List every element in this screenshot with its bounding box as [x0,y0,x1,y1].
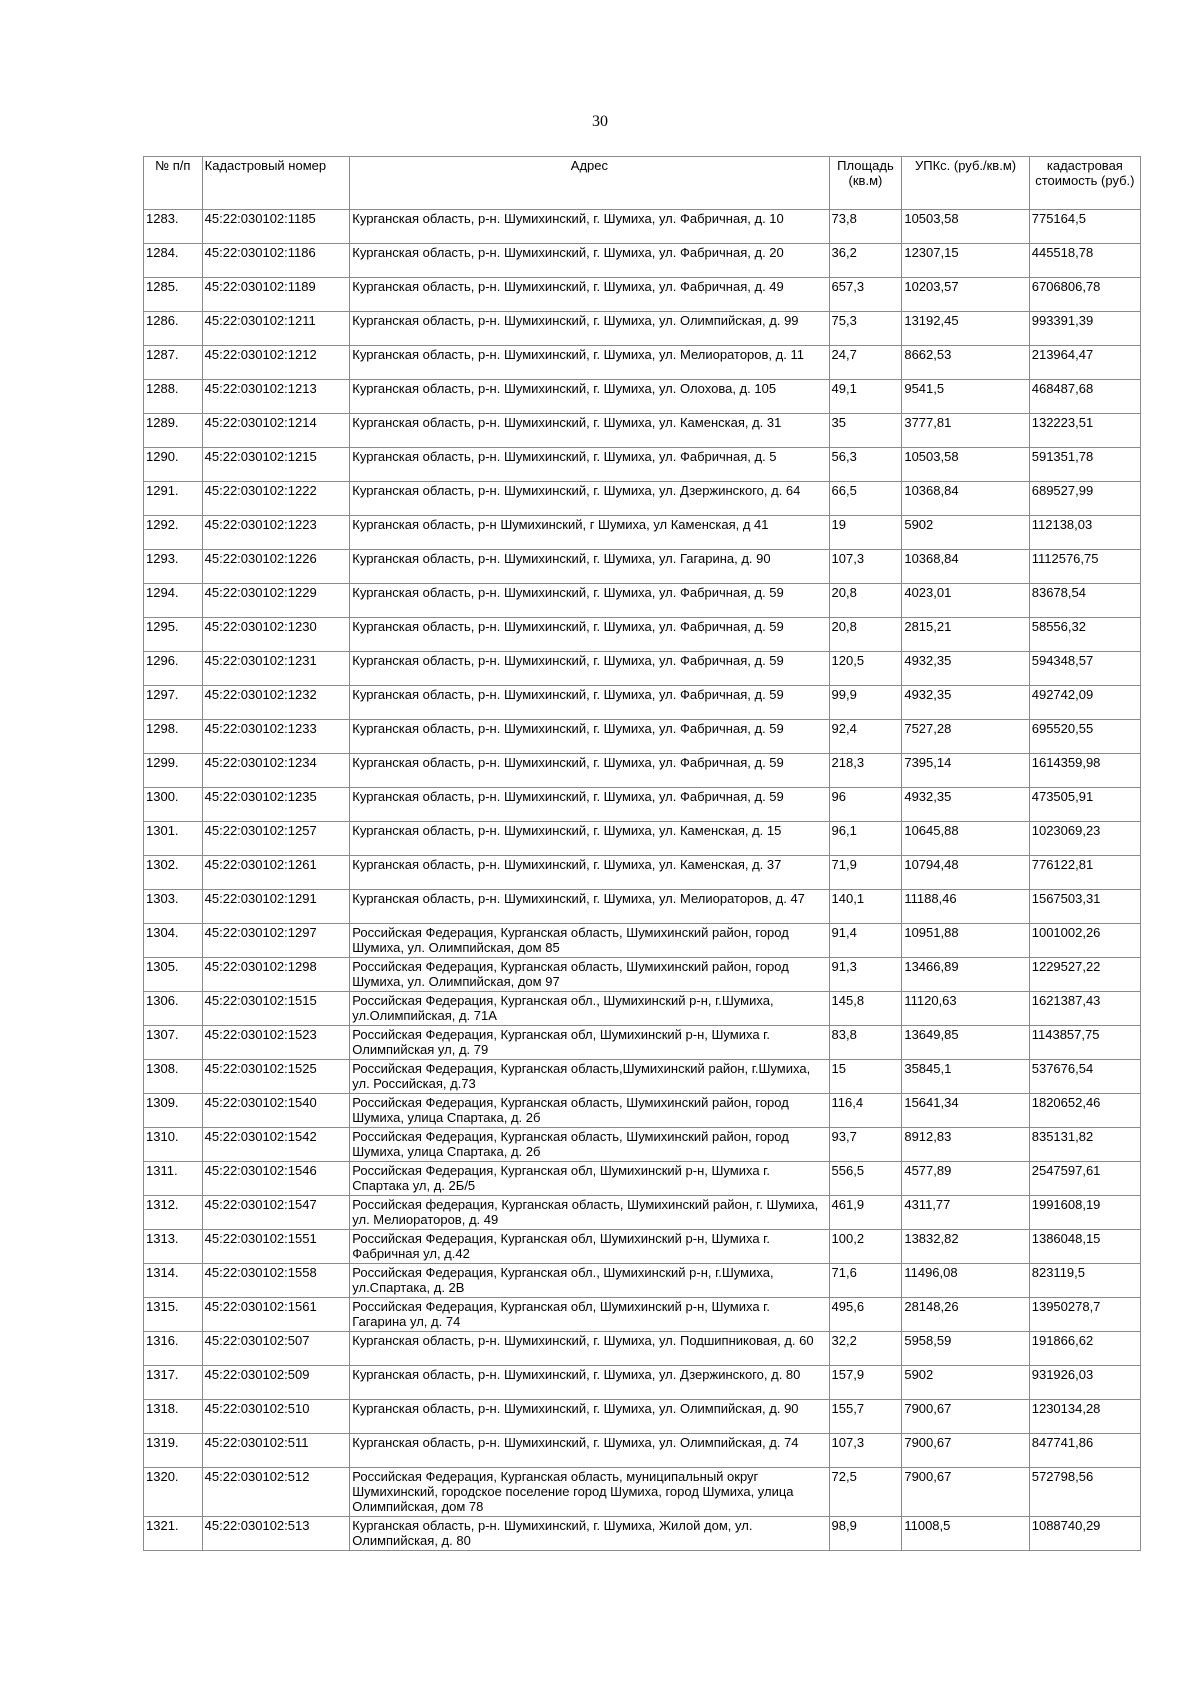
cadastral-cost-cell: 1614359,98 [1029,754,1140,788]
cadastral-number-cell: 45:22:030102:1523 [202,1026,350,1060]
table-row [144,414,1141,448]
cadastral-number-cell: 45:22:030102:511 [202,1434,350,1468]
area-cell: 32,2 [829,1332,902,1366]
page-number: 30 [592,113,608,130]
cadastral-cost-cell: 1023069,23 [1029,822,1140,856]
cadastral-cost-cell: 468487,68 [1029,380,1140,414]
upks-cell: 8912,83 [902,1128,1029,1162]
upks-cell: 10503,58 [902,210,1029,244]
area-cell: 140,1 [829,890,902,924]
row-number-cell: 1307. [144,1026,203,1060]
cadastral-cost-cell: 572798,56 [1029,1468,1140,1517]
header-cadastral-cost: кадастровая стоимость (руб.) [1029,157,1140,210]
row-number-cell: 1287. [144,346,203,380]
header-upks: УПКс. (руб./кв.м) [902,157,1029,210]
address-cell: Российская Федерация, Курганская обл, Шумихинский р-н, Шумиха г. Гагарина ул, д. 74 [350,1298,829,1332]
upks-cell: 10951,88 [902,924,1029,958]
cadastral-cost-cell: 847741,86 [1029,1434,1140,1468]
table-row [144,516,1141,550]
area-cell: 116,4 [829,1094,902,1128]
table-row [144,1332,1141,1366]
table-row [144,890,1141,924]
upks-cell: 5902 [902,1366,1029,1400]
cadastral-cost-cell: 775164,5 [1029,210,1140,244]
address-cell: Российская Федерация, Курганская область, Шумихинский район, город Шумиха, ул. Олимпийская, дом 85 [350,924,829,958]
address-cell: Российская Федерация, Курганская область,Шумихинский район, г.Шумиха, ул. Российская, д.73 [350,1060,829,1094]
address-cell: Курганская область, р-н Шумихинский, г Шумиха, ул Каменская, д 41 [350,516,829,550]
cadastral-number-cell: 45:22:030102:1542 [202,1128,350,1162]
table-row [144,312,1141,346]
area-cell: 56,3 [829,448,902,482]
area-cell: 96 [829,788,902,822]
address-cell: Курганская область, р-н. Шумихинский, г. Шумиха, ул. Фабричная, д. 5 [350,448,829,482]
upks-cell: 28148,26 [902,1298,1029,1332]
address-cell: Курганская область, р-н. Шумихинский, г. Шумиха, Жилой дом, ул. Олимпийская, д. 80 [350,1517,829,1551]
address-cell: Курганская область, р-н. Шумихинский, г. Шумиха, ул. Мелиораторов, д. 11 [350,346,829,380]
area-cell: 24,7 [829,346,902,380]
table-row [144,584,1141,618]
row-number-cell: 1298. [144,720,203,754]
table-row [144,346,1141,380]
row-number-cell: 1296. [144,652,203,686]
row-number-cell: 1319. [144,1434,203,1468]
row-number-cell: 1284. [144,244,203,278]
area-cell: 71,6 [829,1264,902,1298]
area-cell: 93,7 [829,1128,902,1162]
table-body [144,210,1141,1551]
upks-cell: 7900,67 [902,1400,1029,1434]
cadastral-cost-cell: 931926,03 [1029,1366,1140,1400]
cadastral-cost-cell: 58556,32 [1029,618,1140,652]
cadastral-number-cell: 45:22:030102:1189 [202,278,350,312]
area-cell: 72,5 [829,1468,902,1517]
area-cell: 91,4 [829,924,902,958]
cadastral-cost-cell: 1112576,75 [1029,550,1140,584]
row-number-cell: 1289. [144,414,203,448]
upks-cell: 11120,63 [902,992,1029,1026]
cadastral-number-cell: 45:22:030102:513 [202,1517,350,1551]
row-number-cell: 1297. [144,686,203,720]
upks-cell: 11008,5 [902,1517,1029,1551]
table-row [144,1517,1141,1551]
area-cell: 99,9 [829,686,902,720]
cadastral-number-cell: 45:22:030102:509 [202,1366,350,1400]
upks-cell: 10203,57 [902,278,1029,312]
cadastral-number-cell: 45:22:030102:1186 [202,244,350,278]
upks-cell: 4932,35 [902,686,1029,720]
address-cell: Курганская область, р-н. Шумихинский, г. Шумиха, ул. Олимпийская, д. 99 [350,312,829,346]
cadastral-number-cell: 45:22:030102:1215 [202,448,350,482]
header-num: № п/п [144,157,203,210]
upks-cell: 13192,45 [902,312,1029,346]
cadastral-cost-cell: 112138,03 [1029,516,1140,550]
address-cell: Курганская область, р-н. Шумихинский, г. Шумиха, ул. Каменская, д. 31 [350,414,829,448]
table-row [144,1264,1141,1298]
table-row [144,210,1141,244]
header-area: Площадь (кв.м) [829,157,902,210]
cadastral-cost-cell: 695520,55 [1029,720,1140,754]
upks-cell: 4932,35 [902,652,1029,686]
table-row [144,1094,1141,1128]
area-cell: 66,5 [829,482,902,516]
row-number-cell: 1302. [144,856,203,890]
area-cell: 35 [829,414,902,448]
area-cell: 107,3 [829,550,902,584]
cadastral-cost-cell: 445518,78 [1029,244,1140,278]
cadastral-number-cell: 45:22:030102:1229 [202,584,350,618]
address-cell: Российская Федерация, Курганская область, Шумихинский район, город Шумиха, ул. Олимпийская, дом 97 [350,958,829,992]
area-cell: 155,7 [829,1400,902,1434]
header-address: Адрес [350,157,829,210]
area-cell: 556,5 [829,1162,902,1196]
cadastral-number-cell: 45:22:030102:1297 [202,924,350,958]
cadastral-cost-cell: 776122,81 [1029,856,1140,890]
table-row [144,1196,1141,1230]
row-number-cell: 1312. [144,1196,203,1230]
address-cell: Российская Федерация, Курганская область, муниципальный округ Шумихинский, городское поселение город Шумиха, город Шумиха, улица Олимпийская, дом 78 [350,1468,829,1517]
area-cell: 71,9 [829,856,902,890]
upks-cell: 5902 [902,516,1029,550]
address-cell: Курганская область, р-н. Шумихинский, г. Шумиха, ул. Фабричная, д. 59 [350,788,829,822]
cadastral-number-cell: 45:22:030102:1222 [202,482,350,516]
address-cell: Курганская область, р-н. Шумихинский, г. Шумиха, ул. Фабричная, д. 59 [350,652,829,686]
row-number-cell: 1321. [144,1517,203,1551]
upks-cell: 35845,1 [902,1060,1029,1094]
address-cell: Российская Федерация, Курганская обл, Шумихинский р-н, Шумиха г. Фабричная ул, д.42 [350,1230,829,1264]
upks-cell: 9541,5 [902,380,1029,414]
upks-cell: 7395,14 [902,754,1029,788]
area-cell: 120,5 [829,652,902,686]
cadastral-number-cell: 45:22:030102:1525 [202,1060,350,1094]
cadastral-cost-cell: 1621387,43 [1029,992,1140,1026]
cadastral-cost-cell: 1567503,31 [1029,890,1140,924]
cadastral-cost-cell: 835131,82 [1029,1128,1140,1162]
area-cell: 98,9 [829,1517,902,1551]
upks-cell: 7900,67 [902,1434,1029,1468]
row-number-cell: 1290. [144,448,203,482]
cadastral-number-cell: 45:22:030102:1558 [202,1264,350,1298]
cadastral-cost-cell: 1230134,28 [1029,1400,1140,1434]
upks-cell: 10645,88 [902,822,1029,856]
upks-cell: 4577,89 [902,1162,1029,1196]
upks-cell: 13466,89 [902,958,1029,992]
cadastral-cost-cell: 689527,99 [1029,482,1140,516]
table-row [144,992,1141,1026]
table-row [144,1026,1141,1060]
upks-cell: 15641,34 [902,1094,1029,1128]
cadastral-cost-cell: 473505,91 [1029,788,1140,822]
cadastral-number-cell: 45:22:030102:1230 [202,618,350,652]
upks-cell: 13832,82 [902,1230,1029,1264]
cadastral-cost-cell: 993391,39 [1029,312,1140,346]
upks-cell: 4023,01 [902,584,1029,618]
header-cadastral-number: Кадастровый номер [202,157,350,210]
table-row [144,482,1141,516]
row-number-cell: 1310. [144,1128,203,1162]
address-cell: Курганская область, р-н. Шумихинский, г. Шумиха, ул. Фабричная, д. 20 [350,244,829,278]
row-number-cell: 1308. [144,1060,203,1094]
table-row [144,822,1141,856]
table-row [144,244,1141,278]
address-cell: Курганская область, р-н. Шумихинский, г. Шумиха, ул. Подшипниковая, д. 60 [350,1332,829,1366]
row-number-cell: 1285. [144,278,203,312]
row-number-cell: 1309. [144,1094,203,1128]
cadastral-number-cell: 45:22:030102:1261 [202,856,350,890]
cadastral-cost-cell: 1001002,26 [1029,924,1140,958]
upks-cell: 10368,84 [902,550,1029,584]
address-cell: Курганская область, р-н. Шумихинский, г. Шумиха, ул. Фабричная, д. 59 [350,618,829,652]
cadastral-cost-cell: 1088740,29 [1029,1517,1140,1551]
row-number-cell: 1313. [144,1230,203,1264]
upks-cell: 10503,58 [902,448,1029,482]
table-row [144,788,1141,822]
row-number-cell: 1311. [144,1162,203,1196]
table-row [144,856,1141,890]
address-cell: Курганская область, р-н. Шумихинский, г. Шумиха, ул. Олимпийская, д. 74 [350,1434,829,1468]
upks-cell: 11496,08 [902,1264,1029,1298]
cadastral-cost-cell: 591351,78 [1029,448,1140,482]
upks-cell: 10794,48 [902,856,1029,890]
upks-cell: 4311,77 [902,1196,1029,1230]
address-cell: Курганская область, р-н. Шумихинский, г. Шумиха, ул. Фабричная, д. 59 [350,754,829,788]
area-cell: 20,8 [829,584,902,618]
table-row [144,958,1141,992]
cadastral-number-cell: 45:22:030102:512 [202,1468,350,1517]
area-cell: 495,6 [829,1298,902,1332]
cadastral-cost-cell: 2547597,61 [1029,1162,1140,1196]
address-cell: Курганская область, р-н. Шумихинский, г. Шумиха, ул. Фабричная, д. 10 [350,210,829,244]
cadastral-cost-cell: 1229527,22 [1029,958,1140,992]
upks-cell: 10368,84 [902,482,1029,516]
row-number-cell: 1314. [144,1264,203,1298]
table-row [144,686,1141,720]
cadastral-cost-cell: 213964,47 [1029,346,1140,380]
table-row [144,720,1141,754]
address-cell: Курганская область, р-н. Шумихинский, г. Шумиха, ул. Фабричная, д. 59 [350,584,829,618]
area-cell: 19 [829,516,902,550]
address-cell: Курганская область, р-н. Шумихинский, г. Шумиха, ул. Фабричная, д. 59 [350,686,829,720]
cadastral-cost-cell: 1386048,15 [1029,1230,1140,1264]
row-number-cell: 1295. [144,618,203,652]
upks-cell: 5958,59 [902,1332,1029,1366]
cadastral-number-cell: 45:22:030102:1540 [202,1094,350,1128]
address-cell: Курганская область, р-н. Шумихинский, г. Шумиха, ул. Фабричная, д. 59 [350,720,829,754]
row-number-cell: 1286. [144,312,203,346]
area-cell: 36,2 [829,244,902,278]
table-row [144,1400,1141,1434]
row-number-cell: 1317. [144,1366,203,1400]
cadastral-number-cell: 45:22:030102:510 [202,1400,350,1434]
cadastral-number-cell: 45:22:030102:1232 [202,686,350,720]
upks-cell: 8662,53 [902,346,1029,380]
row-number-cell: 1288. [144,380,203,414]
table-row [144,924,1141,958]
row-number-cell: 1294. [144,584,203,618]
area-cell: 91,3 [829,958,902,992]
table-row [144,754,1141,788]
table-row [144,380,1141,414]
cadastral-cost-cell: 132223,51 [1029,414,1140,448]
address-cell: Курганская область, р-н. Шумихинский, г. Шумиха, ул. Фабричная, д. 49 [350,278,829,312]
address-cell: Курганская область, р-н. Шумихинский, г. Шумиха, ул. Гагарина, д. 90 [350,550,829,584]
cadastral-cost-cell: 191866,62 [1029,1332,1140,1366]
area-cell: 107,3 [829,1434,902,1468]
cadastral-cost-cell: 537676,54 [1029,1060,1140,1094]
row-number-cell: 1320. [144,1468,203,1517]
row-number-cell: 1315. [144,1298,203,1332]
row-number-cell: 1305. [144,958,203,992]
address-cell: Российская Федерация, Курганская обл, Шумихинский р-н, Шумиха г. Спартака ул, д. 2Б/5 [350,1162,829,1196]
area-cell: 75,3 [829,312,902,346]
cadastral-cost-cell: 1820652,46 [1029,1094,1140,1128]
table-row [144,1128,1141,1162]
cadastral-number-cell: 45:22:030102:1257 [202,822,350,856]
address-cell: Курганская область, р-н. Шумихинский, г. Шумиха, ул. Каменская, д. 15 [350,822,829,856]
area-cell: 73,8 [829,210,902,244]
table-row [144,448,1141,482]
address-cell: Российская Федерация, Курганская область, Шумихинский район, город Шумиха, улица Спартака, д. 2б [350,1128,829,1162]
table-row [144,618,1141,652]
cadastral-number-cell: 45:22:030102:1561 [202,1298,350,1332]
row-number-cell: 1292. [144,516,203,550]
cadastral-number-cell: 45:22:030102:1298 [202,958,350,992]
upks-cell: 13649,85 [902,1026,1029,1060]
address-cell: Курганская область, р-н. Шумихинский, г. Шумиха, ул. Дзержинского, д. 80 [350,1366,829,1400]
area-cell: 657,3 [829,278,902,312]
row-number-cell: 1299. [144,754,203,788]
cadastral-number-cell: 45:22:030102:1234 [202,754,350,788]
address-cell: Российская Федерация, Курганская обл., Шумихинский р-н, г.Шумиха, ул.Олимпийская, д. 71А [350,992,829,1026]
address-cell: Курганская область, р-н. Шумихинский, г. Шумиха, ул. Каменская, д. 37 [350,856,829,890]
upks-cell: 12307,15 [902,244,1029,278]
row-number-cell: 1303. [144,890,203,924]
row-number-cell: 1283. [144,210,203,244]
table-row [144,1468,1141,1517]
upks-cell: 7900,67 [902,1468,1029,1517]
cadastral-number-cell: 45:22:030102:1291 [202,890,350,924]
cadastral-number-cell: 45:22:030102:1231 [202,652,350,686]
table-row [144,652,1141,686]
cadastral-cost-cell: 492742,09 [1029,686,1140,720]
area-cell: 100,2 [829,1230,902,1264]
row-number-cell: 1318. [144,1400,203,1434]
area-cell: 83,8 [829,1026,902,1060]
area-cell: 218,3 [829,754,902,788]
upks-cell: 7527,28 [902,720,1029,754]
cadastral-number-cell: 45:22:030102:1223 [202,516,350,550]
cadastral-cost-cell: 1991608,19 [1029,1196,1140,1230]
address-cell: Российская Федерация, Курганская обл, Шумихинский р-н, Шумиха г. Олимпийская ул, д. 79 [350,1026,829,1060]
area-cell: 20,8 [829,618,902,652]
cadastral-cost-cell: 1143857,75 [1029,1026,1140,1060]
address-cell: Российская федерация, Курганская область, Шумихинский район, г. Шумиха, ул. Мелиораторов, д. 49 [350,1196,829,1230]
table-row [144,278,1141,312]
cadastral-cost-cell: 13950278,7 [1029,1298,1140,1332]
cadastral-number-cell: 45:22:030102:507 [202,1332,350,1366]
cadastral-number-cell: 45:22:030102:1211 [202,312,350,346]
cadastral-number-cell: 45:22:030102:1212 [202,346,350,380]
table-row [144,1162,1141,1196]
upks-cell: 11188,46 [902,890,1029,924]
cadastral-number-cell: 45:22:030102:1551 [202,1230,350,1264]
table-row [144,1230,1141,1264]
address-cell: Курганская область, р-н. Шумихинский, г. Шумиха, ул. Олохова, д. 105 [350,380,829,414]
upks-cell: 2815,21 [902,618,1029,652]
cadastral-cost-cell: 6706806,78 [1029,278,1140,312]
row-number-cell: 1291. [144,482,203,516]
cadastral-number-cell: 45:22:030102:1185 [202,210,350,244]
row-number-cell: 1304. [144,924,203,958]
cadastral-cost-cell: 83678,54 [1029,584,1140,618]
address-cell: Курганская область, р-н. Шумихинский, г. Шумиха, ул. Дзержинского, д. 64 [350,482,829,516]
area-cell: 92,4 [829,720,902,754]
address-cell: Курганская область, р-н. Шумихинский, г. Шумиха, ул. Олимпийская, д. 90 [350,1400,829,1434]
cadastral-number-cell: 45:22:030102:1546 [202,1162,350,1196]
row-number-cell: 1301. [144,822,203,856]
cadastral-number-cell: 45:22:030102:1515 [202,992,350,1026]
table-row [144,1434,1141,1468]
cadastral-cost-cell: 823119,5 [1029,1264,1140,1298]
row-number-cell: 1306. [144,992,203,1026]
cadastral-number-cell: 45:22:030102:1235 [202,788,350,822]
row-number-cell: 1300. [144,788,203,822]
area-cell: 49,1 [829,380,902,414]
area-cell: 461,9 [829,1196,902,1230]
cadastral-table [143,156,1141,1551]
address-cell: Российская Федерация, Курганская область, Шумихинский район, город Шумиха, улица Спартака, д. 2б [350,1094,829,1128]
cadastral-number-cell: 45:22:030102:1213 [202,380,350,414]
upks-cell: 4932,35 [902,788,1029,822]
row-number-cell: 1316. [144,1332,203,1366]
cadastral-number-cell: 45:22:030102:1233 [202,720,350,754]
table-header [144,157,1141,210]
area-cell: 96,1 [829,822,902,856]
area-cell: 157,9 [829,1366,902,1400]
cadastral-number-cell: 45:22:030102:1226 [202,550,350,584]
upks-cell: 3777,81 [902,414,1029,448]
table-row [144,1060,1141,1094]
area-cell: 15 [829,1060,902,1094]
address-cell: Курганская область, р-н. Шумихинский, г. Шумиха, ул. Мелиораторов, д. 47 [350,890,829,924]
table-row [144,550,1141,584]
cadastral-number-cell: 45:22:030102:1547 [202,1196,350,1230]
cadastral-cost-cell: 594348,57 [1029,652,1140,686]
cadastral-number-cell: 45:22:030102:1214 [202,414,350,448]
address-cell: Российская Федерация, Курганская обл., Шумихинский р-н, г.Шумиха, ул.Спартака, д. 2В [350,1264,829,1298]
area-cell: 145,8 [829,992,902,1026]
table-row [144,1298,1141,1332]
row-number-cell: 1293. [144,550,203,584]
table-row [144,1366,1141,1400]
